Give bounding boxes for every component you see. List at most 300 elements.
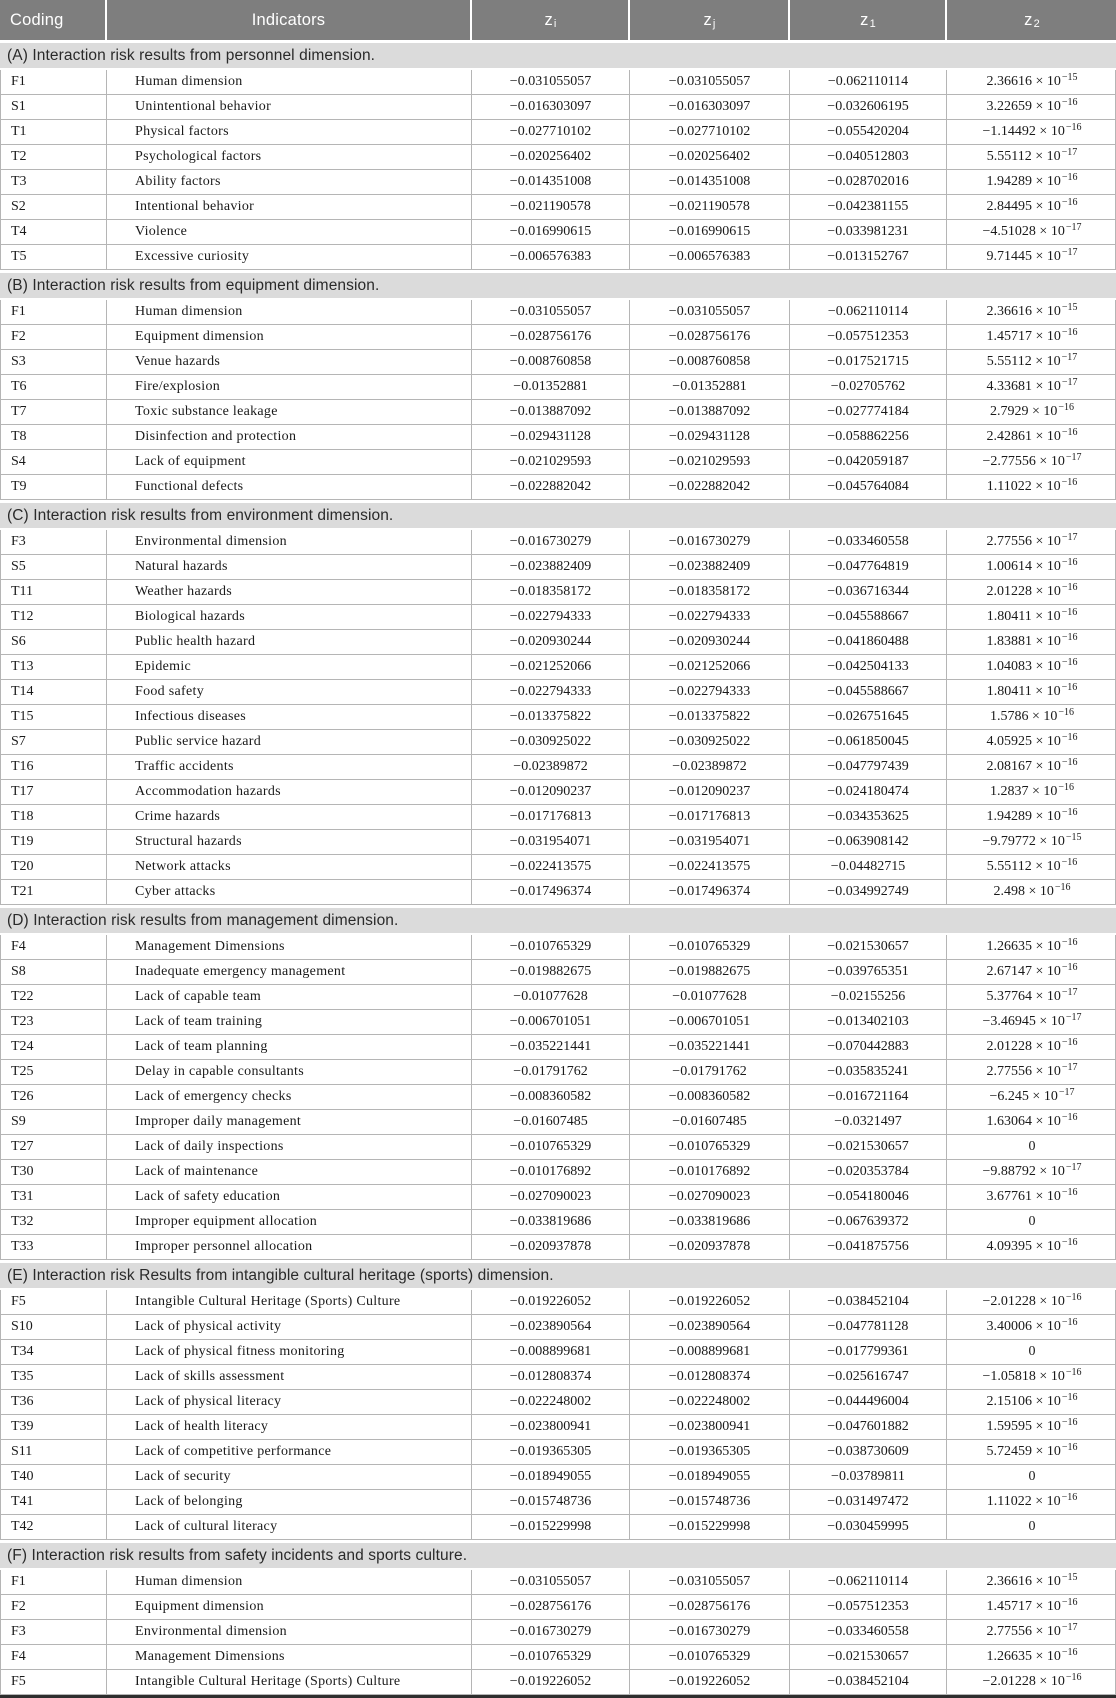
column-header-zj: z $_j$ — [628, 0, 788, 40]
zi-cell: −0.013887092 — [471, 400, 629, 424]
zj-cell: −0.020256402 — [629, 145, 789, 169]
zj-cell: −0.016730279 — [629, 530, 789, 554]
z1-cell: −0.063908142 — [789, 830, 946, 854]
table-row — [0, 755, 1116, 780]
zj-cell: −0.029431128 — [629, 425, 789, 449]
zj-cell: −0.022882042 — [629, 475, 789, 499]
z1-cell: −0.017521715 — [789, 350, 946, 374]
zi-cell: −0.019882675 — [471, 960, 629, 984]
table-row — [0, 145, 1116, 170]
indicators-cell: Lack of daily inspections — [106, 1135, 471, 1159]
zj-cell: −0.027090023 — [629, 1185, 789, 1209]
table-row — [0, 1465, 1116, 1490]
zj-cell: −0.021029593 — [629, 450, 789, 474]
z1-cell: −0.044496004 — [789, 1390, 946, 1414]
z1-cell: −0.047764819 — [789, 555, 946, 579]
z1-cell: −0.033460558 — [789, 1620, 946, 1644]
coding-cell: T40 — [11, 1469, 34, 1484]
table-row — [0, 780, 1116, 805]
coding-cell: S7 — [11, 734, 26, 749]
indicators-cell: Lack of health literacy — [106, 1415, 471, 1439]
table-row — [0, 580, 1116, 605]
zi-cell: −0.019365305 — [471, 1440, 629, 1464]
table-header-row — [0, 0, 1116, 40]
z2-cell: 2.77556 × 10 $^{-17}$ — [946, 1620, 1116, 1644]
zi-cell: −0.016303097 — [471, 95, 629, 119]
table-row — [0, 1085, 1116, 1110]
zj-cell: −0.014351008 — [629, 170, 789, 194]
indicators-cell: Delay in capable consultants — [106, 1060, 471, 1084]
z2-cell: 1.04083 × 10 $^{-16}$ — [946, 655, 1116, 679]
table-row — [0, 605, 1116, 630]
z2-cell: 2.84495 × 10 $^{-16}$ — [946, 195, 1116, 219]
coding-cell: F3 — [11, 534, 26, 549]
zi-cell: −0.019226052 — [471, 1670, 629, 1694]
z2-cell: 1.94289 × 10 $^{-16}$ — [946, 805, 1116, 829]
zi-cell: −0.01352881 — [471, 375, 629, 399]
z2-cell: 0 — [946, 1515, 1116, 1539]
zi-cell: −0.006576383 — [471, 245, 629, 269]
z2-cell: −6.245 × 10 $^{-17}$ — [946, 1085, 1116, 1109]
z1-cell: −0.047781128 — [789, 1315, 946, 1339]
zj-cell: −0.010765329 — [629, 935, 789, 959]
table-row — [0, 475, 1116, 500]
zi-cell: −0.033819686 — [471, 1210, 629, 1234]
coding-cell: T23 — [11, 1014, 34, 1029]
table-row — [0, 120, 1116, 145]
z1-cell: −0.062110114 — [789, 300, 946, 324]
z1-cell: −0.025616747 — [789, 1365, 946, 1389]
zj-cell: −0.022248002 — [629, 1390, 789, 1414]
coding-cell: T21 — [11, 884, 34, 899]
coding-cell: F1 — [11, 304, 26, 319]
coding-cell: S6 — [11, 634, 26, 649]
coding-cell: S4 — [11, 454, 26, 469]
z2-cell: 3.67761 × 10 $^{-16}$ — [946, 1185, 1116, 1209]
z2-cell: 1.45717 × 10 $^{-16}$ — [946, 1595, 1116, 1619]
coding-cell: T31 — [11, 1189, 34, 1204]
table-row — [0, 855, 1116, 880]
z2-cell: 2.01228 × 10 $^{-16}$ — [946, 580, 1116, 604]
z1-cell: −0.021530657 — [789, 1645, 946, 1669]
coding-cell: S11 — [11, 1444, 33, 1459]
zi-cell: −0.010176892 — [471, 1160, 629, 1184]
coding-cell: T20 — [11, 859, 34, 874]
zi-cell: −0.030925022 — [471, 730, 629, 754]
zj-cell: −0.008360582 — [629, 1085, 789, 1109]
zi-cell: −0.016990615 — [471, 220, 629, 244]
zj-cell: −0.013375822 — [629, 705, 789, 729]
zi-cell: −0.035221441 — [471, 1035, 629, 1059]
zj-cell: −0.031954071 — [629, 830, 789, 854]
z2-cell: 1.94289 × 10 $^{-16}$ — [946, 170, 1116, 194]
z1-cell: −0.047601882 — [789, 1415, 946, 1439]
z2-cell: −2.77556 × 10 $^{-17}$ — [946, 450, 1116, 474]
indicators-cell: Accommodation hazards — [106, 780, 471, 804]
indicators-cell: Epidemic — [106, 655, 471, 679]
zj-cell: −0.019365305 — [629, 1440, 789, 1464]
zj-cell: −0.016303097 — [629, 95, 789, 119]
indicators-cell: Venue hazards — [106, 350, 471, 374]
table-row — [0, 1620, 1116, 1645]
indicators-cell: Crime hazards — [106, 805, 471, 829]
z2-cell: 2.498 × 10 $^{-16}$ — [946, 880, 1116, 904]
zj-cell: −0.01352881 — [629, 375, 789, 399]
z2-cell: 0 — [946, 1135, 1116, 1159]
z1-cell: −0.016721164 — [789, 1085, 946, 1109]
column-header-z1: z $_1$ — [788, 0, 945, 40]
indicators-cell: Lack of team planning — [106, 1035, 471, 1059]
indicators-cell: Intangible Cultural Heritage (Sports) Culture — [106, 1670, 471, 1694]
z2-cell: −9.88792 × 10 $^{-17}$ — [946, 1160, 1116, 1184]
zi-cell: −0.013375822 — [471, 705, 629, 729]
coding-cell: S1 — [11, 99, 26, 114]
table-row — [0, 245, 1116, 270]
coding-cell: T8 — [11, 429, 27, 444]
z2-cell: −3.46945 × 10 $^{-17}$ — [946, 1010, 1116, 1034]
coding-cell: T42 — [11, 1519, 34, 1534]
zj-cell: −0.031055057 — [629, 70, 789, 94]
indicators-cell: Equipment dimension — [106, 325, 471, 349]
section-header: (C) Interaction risk results from environment dimension. — [0, 500, 1116, 530]
z2-cell: 1.2837 × 10 $^{-16}$ — [946, 780, 1116, 804]
coding-cell: T33 — [11, 1239, 34, 1254]
coding-cell: F1 — [11, 1574, 26, 1589]
coding-cell: S5 — [11, 559, 26, 574]
zj-cell: −0.035221441 — [629, 1035, 789, 1059]
coding-cell: F5 — [11, 1674, 26, 1689]
z1-cell: −0.042381155 — [789, 195, 946, 219]
coding-cell: T32 — [11, 1214, 34, 1229]
zi-cell: −0.031954071 — [471, 830, 629, 854]
table-row — [0, 555, 1116, 580]
z2-cell: 1.00614 × 10 $^{-16}$ — [946, 555, 1116, 579]
column-header-z2: z $_2$ — [945, 0, 1116, 40]
table-row — [0, 1235, 1116, 1260]
z1-cell: −0.035835241 — [789, 1060, 946, 1084]
z2-cell: 2.36616 × 10 $^{-15}$ — [946, 70, 1116, 94]
indicators-cell: Lack of emergency checks — [106, 1085, 471, 1109]
z1-cell: −0.040512803 — [789, 145, 946, 169]
z1-cell: −0.013152767 — [789, 245, 946, 269]
z1-cell: −0.038452104 — [789, 1670, 946, 1694]
table-row — [0, 1440, 1116, 1465]
indicators-cell: Equipment dimension — [106, 1595, 471, 1619]
zj-cell: −0.018358172 — [629, 580, 789, 604]
zj-cell: −0.023882409 — [629, 555, 789, 579]
zi-cell: −0.021029593 — [471, 450, 629, 474]
z1-cell: −0.032606195 — [789, 95, 946, 119]
zj-cell: −0.015748736 — [629, 1490, 789, 1514]
table-row — [0, 350, 1116, 375]
zj-cell: −0.01077628 — [629, 985, 789, 1009]
indicators-cell: Improper daily management — [106, 1110, 471, 1134]
table-row — [0, 1135, 1116, 1160]
zj-cell: −0.017496374 — [629, 880, 789, 904]
zi-cell: −0.031055057 — [471, 300, 629, 324]
coding-cell: T16 — [11, 759, 34, 774]
table-row — [0, 170, 1116, 195]
column-header-indicators: Indicators — [105, 0, 470, 40]
z1-cell: −0.031497472 — [789, 1490, 946, 1514]
z1-cell: −0.03789811 — [789, 1465, 946, 1489]
coding-cell: T13 — [11, 659, 34, 674]
zj-cell: −0.010176892 — [629, 1160, 789, 1184]
indicators-cell: Network attacks — [106, 855, 471, 879]
z2-cell: 1.11022 × 10 $^{-16}$ — [946, 1490, 1116, 1514]
zi-cell: −0.022794333 — [471, 605, 629, 629]
table-row — [0, 630, 1116, 655]
coding-cell: T25 — [11, 1064, 34, 1079]
indicators-cell: Physical factors — [106, 120, 471, 144]
coding-cell: T30 — [11, 1164, 34, 1179]
zj-cell: −0.019226052 — [629, 1290, 789, 1314]
z1-cell: −0.062110114 — [789, 1570, 946, 1594]
z2-cell: 2.77556 × 10 $^{-17}$ — [946, 530, 1116, 554]
table-row — [0, 960, 1116, 985]
zi-cell: −0.020930244 — [471, 630, 629, 654]
z2-cell: 5.55112 × 10 $^{-17}$ — [946, 145, 1116, 169]
zi-cell: −0.017176813 — [471, 805, 629, 829]
table-row — [0, 95, 1116, 120]
coding-cell: F4 — [11, 1649, 26, 1664]
coding-cell: T6 — [11, 379, 27, 394]
zj-cell: −0.016990615 — [629, 220, 789, 244]
zj-cell: −0.021252066 — [629, 655, 789, 679]
table-row — [0, 655, 1116, 680]
table-row — [0, 680, 1116, 705]
indicators-cell: Infectious diseases — [106, 705, 471, 729]
z1-cell: −0.055420204 — [789, 120, 946, 144]
indicators-cell: Disinfection and protection — [106, 425, 471, 449]
zi-cell: −0.031055057 — [471, 70, 629, 94]
zi-cell: −0.018949055 — [471, 1465, 629, 1489]
zi-cell: −0.029431128 — [471, 425, 629, 449]
coding-cell: T27 — [11, 1139, 34, 1154]
zi-cell: −0.016730279 — [471, 1620, 629, 1644]
z1-cell: −0.042059187 — [789, 450, 946, 474]
z1-cell: −0.033981231 — [789, 220, 946, 244]
indicators-cell: Lack of team training — [106, 1010, 471, 1034]
table-row — [0, 1210, 1116, 1235]
z1-cell: −0.026751645 — [789, 705, 946, 729]
section-header: (F) Interaction risk results from safety incidents and sports culture. — [0, 1540, 1116, 1570]
zi-cell: −0.017496374 — [471, 880, 629, 904]
z2-cell: 3.40006 × 10 $^{-16}$ — [946, 1315, 1116, 1339]
zj-cell: −0.006576383 — [629, 245, 789, 269]
z2-cell: 1.26635 × 10 $^{-16}$ — [946, 935, 1116, 959]
indicators-cell: Traffic accidents — [106, 755, 471, 779]
table-row — [0, 1390, 1116, 1415]
zi-cell: −0.027710102 — [471, 120, 629, 144]
indicators-cell: Improper equipment allocation — [106, 1210, 471, 1234]
table-row — [0, 1415, 1116, 1440]
zi-cell: −0.01077628 — [471, 985, 629, 1009]
z1-cell: −0.038730609 — [789, 1440, 946, 1464]
z2-cell: 4.09395 × 10 $^{-16}$ — [946, 1235, 1116, 1259]
indicators-cell: Environmental dimension — [106, 1620, 471, 1644]
zi-cell: −0.02389872 — [471, 755, 629, 779]
coding-cell: T5 — [11, 249, 27, 264]
zi-cell: −0.023882409 — [471, 555, 629, 579]
zi-cell: −0.020256402 — [471, 145, 629, 169]
coding-cell: T36 — [11, 1394, 34, 1409]
zj-cell: −0.019226052 — [629, 1670, 789, 1694]
indicators-cell: Lack of equipment — [106, 450, 471, 474]
z2-cell: 3.22659 × 10 $^{-16}$ — [946, 95, 1116, 119]
coding-cell: F1 — [11, 74, 26, 89]
indicators-cell: Lack of physical activity — [106, 1315, 471, 1339]
zj-cell: −0.020930244 — [629, 630, 789, 654]
z1-cell: −0.061850045 — [789, 730, 946, 754]
coding-cell: F2 — [11, 1599, 26, 1614]
zj-cell: −0.022794333 — [629, 605, 789, 629]
zi-cell: −0.021190578 — [471, 195, 629, 219]
table-row — [0, 70, 1116, 95]
z2-cell: 1.5786 × 10 $^{-16}$ — [946, 705, 1116, 729]
zi-cell: −0.008899681 — [471, 1340, 629, 1364]
zj-cell: −0.028756176 — [629, 1595, 789, 1619]
zi-cell: −0.010765329 — [471, 935, 629, 959]
z2-cell: −2.01228 × 10 $^{-16}$ — [946, 1670, 1116, 1694]
zj-cell: −0.027710102 — [629, 120, 789, 144]
z2-cell: 2.08167 × 10 $^{-16}$ — [946, 755, 1116, 779]
zj-cell: −0.013887092 — [629, 400, 789, 424]
table-row — [0, 985, 1116, 1010]
zi-cell: −0.01791762 — [471, 1060, 629, 1084]
z2-cell: 2.36616 × 10 $^{-15}$ — [946, 300, 1116, 324]
z2-cell: 2.7929 × 10 $^{-16}$ — [946, 400, 1116, 424]
coding-cell: F5 — [11, 1294, 26, 1309]
z1-cell: −0.045588667 — [789, 680, 946, 704]
section-header: (E) Interaction risk Results from intangible cultural heritage (sports) dimension. — [0, 1260, 1116, 1290]
indicators-cell: Lack of security — [106, 1465, 471, 1489]
zj-cell: −0.031055057 — [629, 300, 789, 324]
zj-cell: −0.010765329 — [629, 1135, 789, 1159]
table-row — [0, 1570, 1116, 1595]
z1-cell: −0.020353784 — [789, 1160, 946, 1184]
zj-cell: −0.017176813 — [629, 805, 789, 829]
z2-cell: 5.55112 × 10 $^{-17}$ — [946, 350, 1116, 374]
zj-cell: −0.031055057 — [629, 1570, 789, 1594]
table-row — [0, 1035, 1116, 1060]
z1-cell: −0.038452104 — [789, 1290, 946, 1314]
z2-cell: 1.63064 × 10 $^{-16}$ — [946, 1110, 1116, 1134]
table-row — [0, 1670, 1116, 1695]
coding-cell: F2 — [11, 329, 26, 344]
z1-cell: −0.036716344 — [789, 580, 946, 604]
z2-cell: 1.59595 × 10 $^{-16}$ — [946, 1415, 1116, 1439]
coding-cell: T15 — [11, 709, 34, 724]
table-row — [0, 880, 1116, 905]
indicators-cell: Public health hazard — [106, 630, 471, 654]
indicators-cell: Lack of physical literacy — [106, 1390, 471, 1414]
table-row — [0, 1645, 1116, 1670]
table-row — [0, 325, 1116, 350]
coding-cell: T35 — [11, 1369, 34, 1384]
z1-cell: −0.04482715 — [789, 855, 946, 879]
coding-cell: T2 — [11, 149, 27, 164]
indicators-cell: Cyber attacks — [106, 880, 471, 904]
table-row — [0, 220, 1116, 245]
zi-cell: −0.008760858 — [471, 350, 629, 374]
zj-cell: −0.021190578 — [629, 195, 789, 219]
table-row — [0, 730, 1116, 755]
z1-cell: −0.021530657 — [789, 1135, 946, 1159]
zj-cell: −0.016730279 — [629, 1620, 789, 1644]
table-row — [0, 300, 1116, 325]
indicators-cell: Food safety — [106, 680, 471, 704]
z2-cell: −9.79772 × 10 $^{-15}$ — [946, 830, 1116, 854]
section-header: (D) Interaction risk results from management dimension. — [0, 905, 1116, 935]
zj-cell: −0.01607485 — [629, 1110, 789, 1134]
indicators-cell: Psychological factors — [106, 145, 471, 169]
coding-cell: S3 — [11, 354, 26, 369]
indicators-cell: Public service hazard — [106, 730, 471, 754]
indicators-cell: Unintentional behavior — [106, 95, 471, 119]
zi-cell: −0.031055057 — [471, 1570, 629, 1594]
indicators-cell: Structural hazards — [106, 830, 471, 854]
zj-cell: −0.010765329 — [629, 1645, 789, 1669]
coding-cell: T7 — [11, 404, 27, 419]
table-row — [0, 400, 1116, 425]
indicators-cell: Lack of capable team — [106, 985, 471, 1009]
z2-cell: 4.33681 × 10 $^{-17}$ — [946, 375, 1116, 399]
z2-cell: 2.01228 × 10 $^{-16}$ — [946, 1035, 1116, 1059]
z1-cell: −0.039765351 — [789, 960, 946, 984]
coding-cell: T11 — [11, 584, 34, 599]
table-body — [0, 40, 1116, 1695]
zi-cell: −0.019226052 — [471, 1290, 629, 1314]
indicators-cell: Human dimension — [106, 300, 471, 324]
indicators-cell: Intentional behavior — [106, 195, 471, 219]
zj-cell: −0.028756176 — [629, 325, 789, 349]
zi-cell: −0.023800941 — [471, 1415, 629, 1439]
zi-cell: −0.018358172 — [471, 580, 629, 604]
zj-cell: −0.018949055 — [629, 1465, 789, 1489]
table-row — [0, 1185, 1116, 1210]
z1-cell: −0.041875756 — [789, 1235, 946, 1259]
zj-cell: −0.019882675 — [629, 960, 789, 984]
z2-cell: 0 — [946, 1340, 1116, 1364]
z1-cell: −0.045588667 — [789, 605, 946, 629]
z2-cell: 1.11022 × 10 $^{-16}$ — [946, 475, 1116, 499]
table-row — [0, 1160, 1116, 1185]
coding-cell: T17 — [11, 784, 34, 799]
table-row — [0, 530, 1116, 555]
coding-cell: T41 — [11, 1494, 34, 1509]
z1-cell: −0.034353625 — [789, 805, 946, 829]
table-row — [0, 375, 1116, 400]
table-row — [0, 1290, 1116, 1315]
zj-cell: −0.006701051 — [629, 1010, 789, 1034]
z1-cell: −0.067639372 — [789, 1210, 946, 1234]
zj-cell: −0.033819686 — [629, 1210, 789, 1234]
z2-cell: 1.80411 × 10 $^{-16}$ — [946, 605, 1116, 629]
indicators-cell: Lack of competitive performance — [106, 1440, 471, 1464]
table-row — [0, 705, 1116, 730]
indicators-cell: Fire/explosion — [106, 375, 471, 399]
zj-cell: −0.022794333 — [629, 680, 789, 704]
zi-cell: −0.021252066 — [471, 655, 629, 679]
z1-cell: −0.062110114 — [789, 70, 946, 94]
z2-cell: −2.01228 × 10 $^{-16}$ — [946, 1290, 1116, 1314]
indicators-cell: Lack of belonging — [106, 1490, 471, 1514]
coding-cell: S9 — [11, 1114, 26, 1129]
coding-cell: T26 — [11, 1089, 34, 1104]
zi-cell: −0.012808374 — [471, 1365, 629, 1389]
zi-cell: −0.016730279 — [471, 530, 629, 554]
